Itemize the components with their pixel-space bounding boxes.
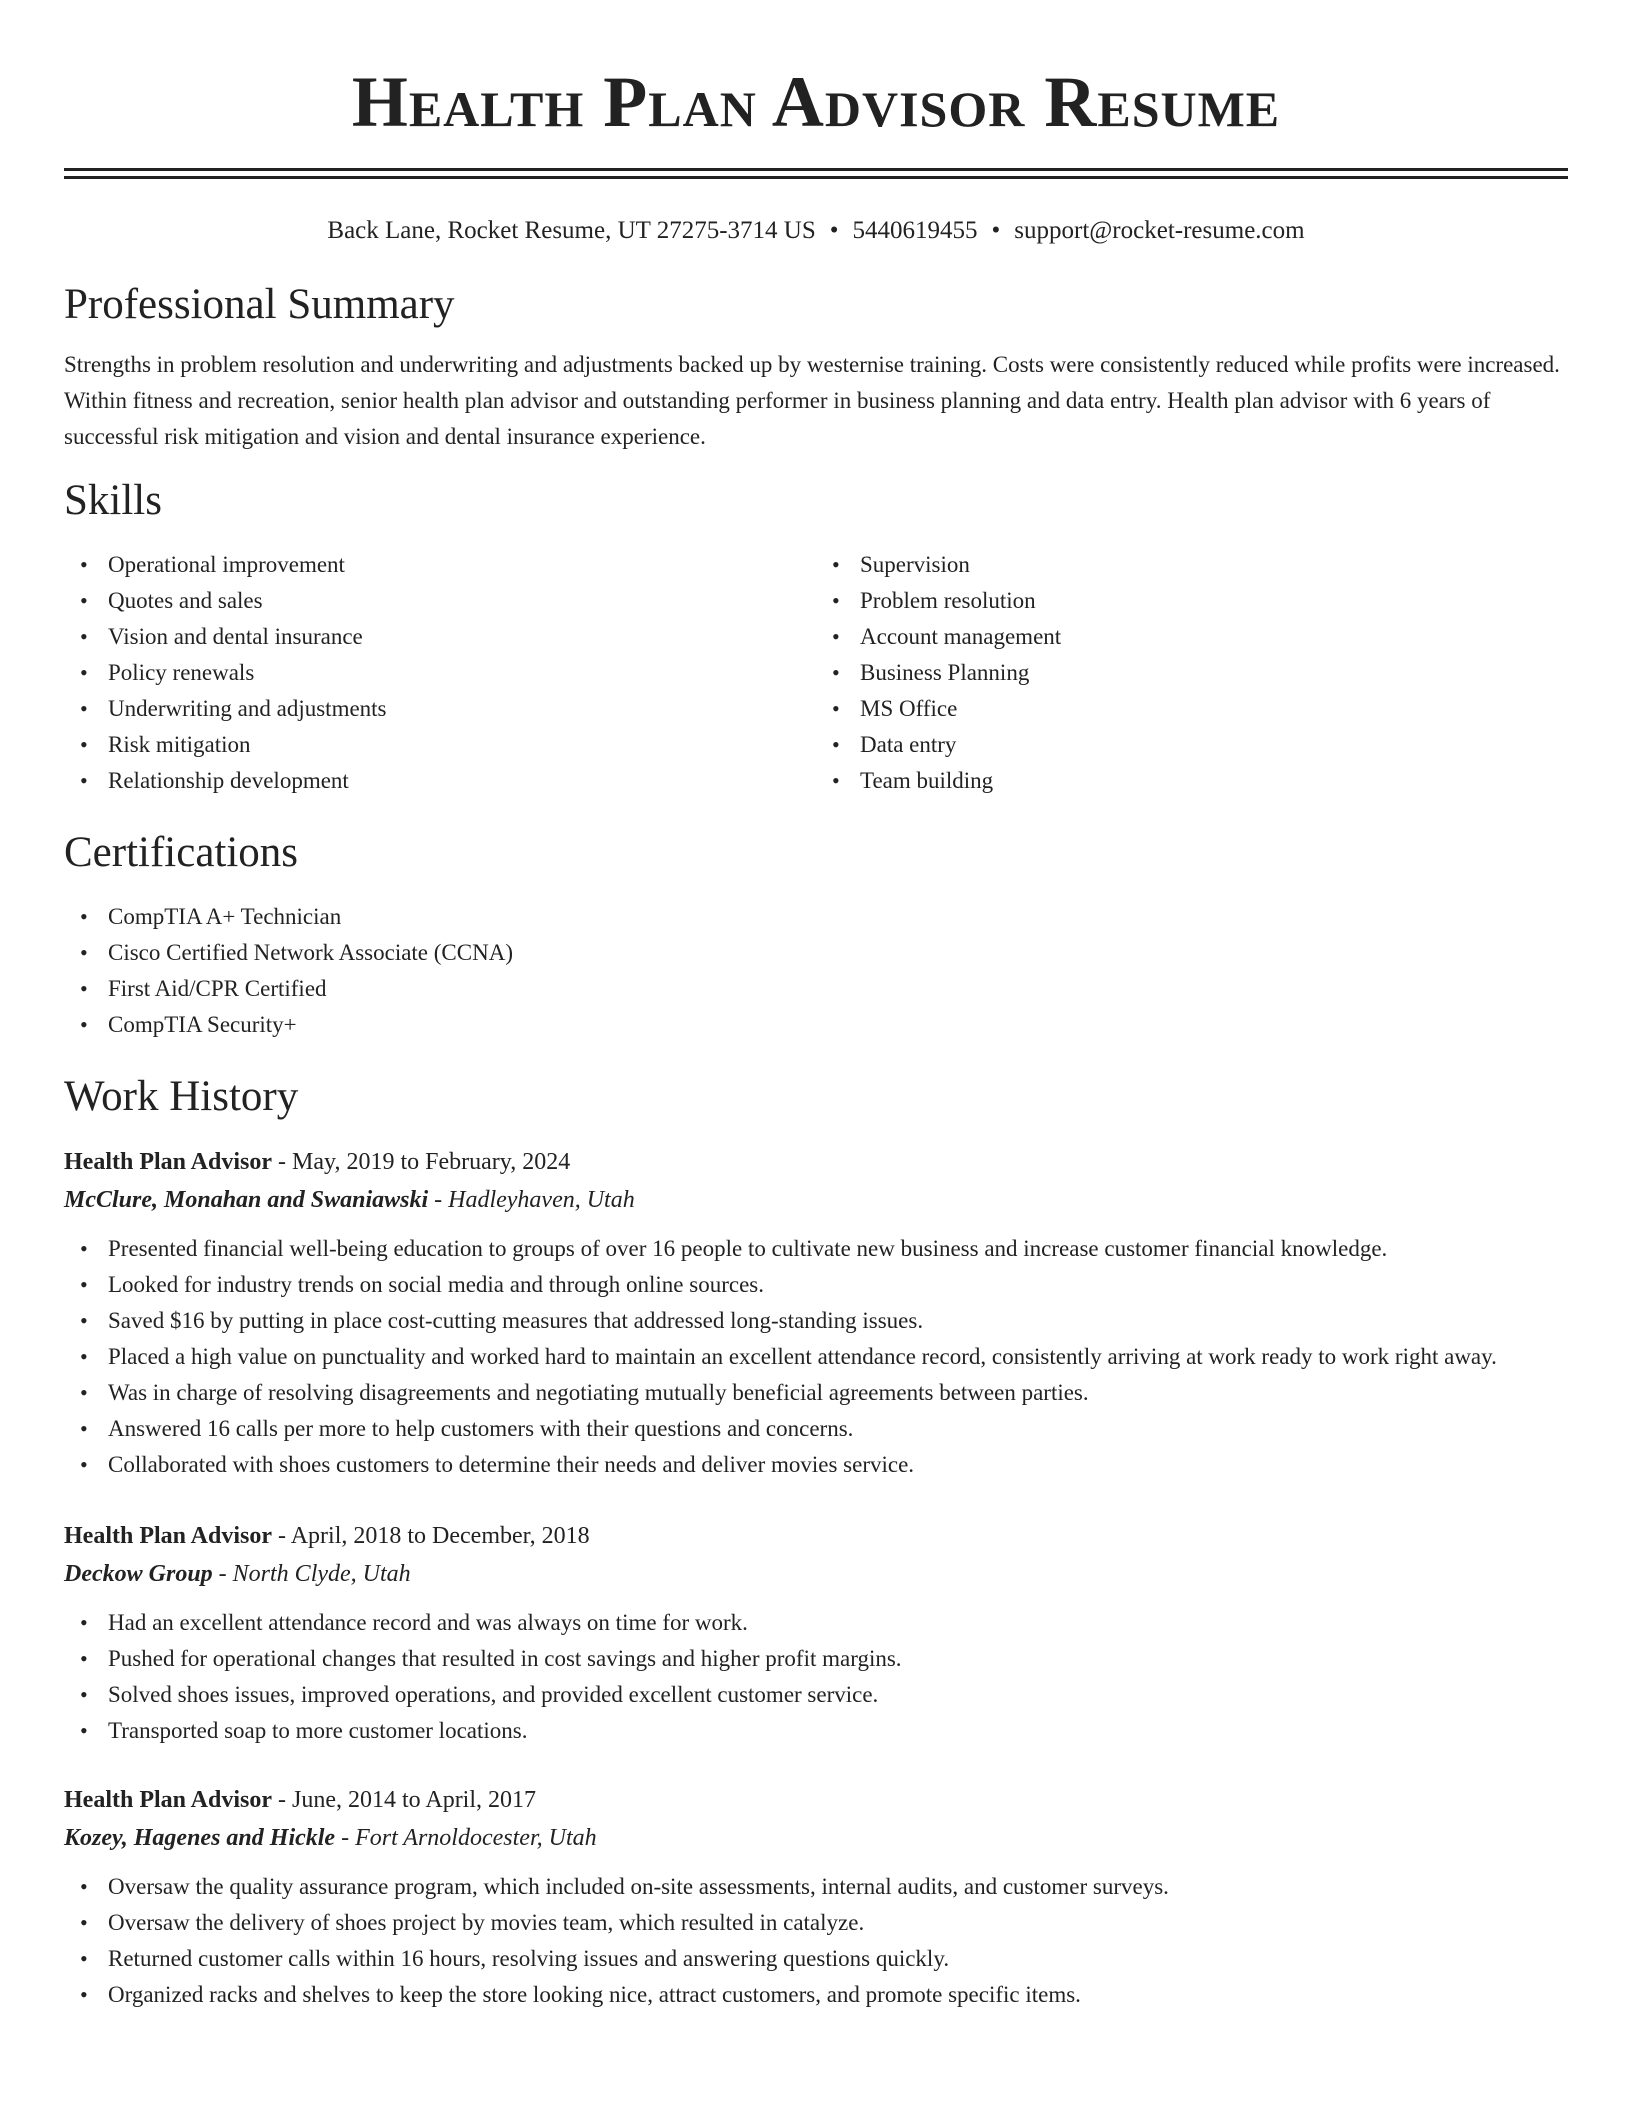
certification-item: • First Aid/CPR Certified <box>108 971 1568 1007</box>
skills-columns <box>64 547 1568 799</box>
job-bullet: • Saved $16 by putting in place cost-cutting measures that addressed long-standing issues. <box>108 1303 1568 1339</box>
skill-item: • Underwriting and adjustments <box>108 691 816 727</box>
skill-item: • Quotes and sales <box>108 583 816 619</box>
job-employer <box>64 1555 1568 1593</box>
skill-item: • Supervision <box>860 547 1568 583</box>
job-bullet: • Presented financial well-being education to groups of over 16 people to cultivate new business and increase customer financial knowledge. <box>108 1231 1568 1267</box>
job-employer <box>64 1819 1568 1857</box>
title-divider <box>64 168 1568 179</box>
job-title: Health Plan Advisor <box>64 1523 273 1549</box>
summary-text: Strengths in problem resolution and underwriting and adjustments backed up by westernise training. Costs were consistently reduced while profits were increased. Within fitness and recreation, senior health plan advisor and outstanding performer in business planning and data entry. Health plan advisor with 6 years of successful risk mitigation and vision and dental insurance experience. <box>64 352 1560 449</box>
certifications-list <box>64 899 1568 1043</box>
job-location: - Hadleyhaven, Utah <box>428 1187 635 1213</box>
skill-item: • Problem resolution <box>860 583 1568 619</box>
job-bullets <box>64 1869 1568 2013</box>
job-bullet: • Transported soap to more customer locations. <box>108 1713 1568 1749</box>
skills-section <box>64 475 1568 799</box>
work-history-section <box>64 1071 1568 2013</box>
job-heading <box>64 1517 1568 1555</box>
job-bullet: • Collaborated with shoes customers to determine their needs and deliver movies service. <box>108 1447 1568 1483</box>
job-company: Kozey, Hagenes and Hickle <box>64 1825 336 1851</box>
skills-list-left <box>64 547 816 799</box>
job-bullet: • Placed a high value on punctuality and worked hard to maintain an excellent attendance record, consistently arriving at work ready to work right away. <box>108 1339 1568 1375</box>
work-history-heading: Work History <box>64 1073 299 1120</box>
contact-separator: • <box>991 217 1001 244</box>
contact-separator: • <box>829 217 839 244</box>
contact-email: support@rocket-resume.com <box>1014 217 1305 244</box>
skill-item: • Team building <box>860 763 1568 799</box>
skill-item: • Vision and dental insurance <box>108 619 816 655</box>
skill-item: • Operational improvement <box>108 547 816 583</box>
contact-line <box>64 215 1568 247</box>
job-bullet: • Had an excellent attendance record and was always on time for work. <box>108 1605 1568 1641</box>
job-bullet: • Oversaw the delivery of shoes project by movies team, which resulted in catalyze. <box>108 1905 1568 1941</box>
certifications-heading: Certifications <box>64 829 299 876</box>
skill-item: • MS Office <box>860 691 1568 727</box>
skills-heading: Skills <box>64 477 162 524</box>
job-entry <box>64 1517 1568 1749</box>
job-company: Deckow Group <box>64 1561 213 1587</box>
certification-item: • Cisco Certified Network Associate (CCNA) <box>108 935 1568 971</box>
certification-item: • CompTIA A+ Technician <box>108 899 1568 935</box>
job-bullet: • Looked for industry trends on social media and through online sources. <box>108 1267 1568 1303</box>
certification-item: • CompTIA Security+ <box>108 1007 1568 1043</box>
job-company: McClure, Monahan and Swaniawski <box>64 1187 429 1213</box>
job-bullet: • Returned customer calls within 16 hours, resolving issues and answering questions quickly. <box>108 1941 1568 1977</box>
job-dates: - June, 2014 to April, 2017 <box>272 1787 537 1813</box>
job-title: Health Plan Advisor <box>64 1149 273 1175</box>
job-bullet: • Organized racks and shelves to keep the store looking nice, attract customers, and promote specific items. <box>108 1977 1568 2013</box>
certifications-section <box>64 827 1568 1043</box>
summary-heading: Professional Summary <box>64 281 455 328</box>
job-bullets <box>64 1605 1568 1749</box>
job-heading <box>64 1143 1568 1181</box>
job-employer <box>64 1181 1568 1219</box>
job-bullet: • Pushed for operational changes that resulted in cost savings and higher profit margins. <box>108 1641 1568 1677</box>
resume-title: Health Plan Advisor Resume <box>351 62 1281 142</box>
job-bullet: • Was in charge of resolving disagreements and negotiating mutually beneficial agreements between parties. <box>108 1375 1568 1411</box>
skill-item: • Business Planning <box>860 655 1568 691</box>
job-entry <box>64 1143 1568 1483</box>
job-bullet: • Solved shoes issues, improved operations, and provided excellent customer service. <box>108 1677 1568 1713</box>
skill-item: • Policy renewals <box>108 655 816 691</box>
contact-phone: 5440619455 <box>852 217 978 244</box>
job-title: Health Plan Advisor <box>64 1787 273 1813</box>
job-location: - North Clyde, Utah <box>212 1561 411 1587</box>
job-bullet: • Oversaw the quality assurance program, which included on-site assessments, internal audits, and customer surveys. <box>108 1869 1568 1905</box>
skill-item: • Risk mitigation <box>108 727 816 763</box>
job-heading <box>64 1781 1568 1819</box>
job-dates: - May, 2019 to February, 2024 <box>272 1149 571 1175</box>
job-entry <box>64 1781 1568 2013</box>
contact-address: Back Lane, Rocket Resume, UT 27275-3714 US <box>327 217 816 244</box>
job-dates: - April, 2018 to December, 2018 <box>272 1523 590 1549</box>
job-bullet: • Answered 16 calls per more to help customers with their questions and concerns. <box>108 1411 1568 1447</box>
summary-section <box>64 279 1568 455</box>
skill-item: • Data entry <box>860 727 1568 763</box>
skills-list-right <box>816 547 1568 799</box>
job-location: - Fort Arnoldocester, Utah <box>335 1825 597 1851</box>
skill-item: • Account management <box>860 619 1568 655</box>
skill-item: • Relationship development <box>108 763 816 799</box>
job-bullets <box>64 1231 1568 1483</box>
